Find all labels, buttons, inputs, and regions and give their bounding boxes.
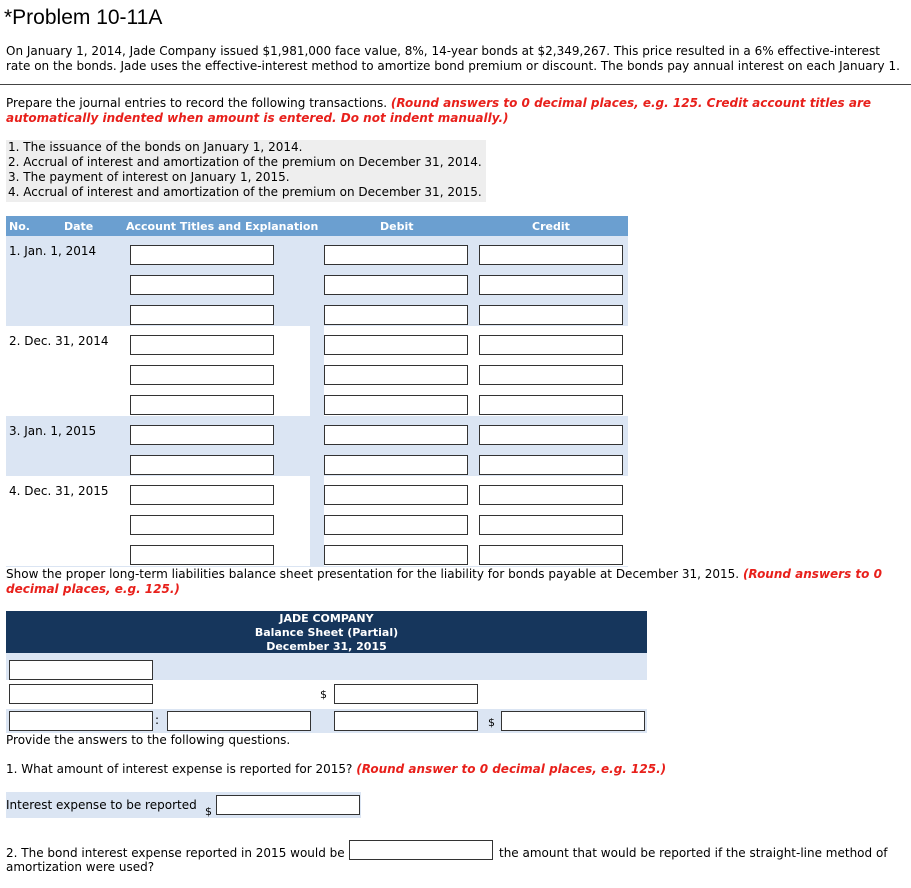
question-2-suffix: the amount that would be reported if the straight-line method of bbox=[499, 846, 888, 860]
bs-line-3-total-input[interactable] bbox=[501, 711, 645, 731]
instructions bbox=[6, 96, 901, 126]
statement-name: Balance Sheet (Partial) bbox=[254, 626, 399, 639]
entry-3-account-input[interactable] bbox=[130, 425, 274, 445]
entry-label-1: 1. Jan. 1, 2014 bbox=[9, 244, 97, 258]
question-1-text: 1. What amount of interest expense is reported for 2015? bbox=[6, 762, 353, 776]
entry-2-account-input[interactable] bbox=[130, 365, 274, 385]
entry-4-account-input[interactable] bbox=[130, 515, 274, 535]
balance-sheet-header bbox=[6, 611, 647, 653]
problem-description: On January 1, 2014, Jade Company issued $1,981,000 face value, 8%, 14-year bonds at $2,349,267. This price resulted in a 6% effective-interest rate on the bonds. Jade uses the effective-interest method to amortize bond premium or discount. The bonds pay annual interest on each January 1. bbox=[6, 44, 900, 73]
comparison-select[interactable] bbox=[349, 840, 493, 860]
entry-3-debit-input[interactable] bbox=[324, 455, 468, 475]
list-item: 4. Accrual of interest and amortization of the premium on December 31, 2015. bbox=[8, 185, 482, 199]
entry-1-credit-input[interactable] bbox=[479, 245, 623, 265]
question-2-prefix: 2. The bond interest expense reported in 2015 would be bbox=[6, 846, 345, 860]
balance-sheet-note: (Round answers to 0 decimal places, e.g. 125.) bbox=[6, 567, 882, 596]
entry-2-credit-input[interactable] bbox=[479, 395, 623, 415]
entry-2-credit-input[interactable] bbox=[479, 365, 623, 385]
entry-1-account-input[interactable] bbox=[130, 275, 274, 295]
bs-line-3-title-input[interactable] bbox=[9, 711, 153, 731]
interest-expense-label: Interest expense to be reported bbox=[6, 798, 197, 812]
company-name: JADE COMPANY bbox=[279, 612, 374, 625]
statement-date: December 31, 2015 bbox=[266, 640, 387, 653]
header-credit: Credit bbox=[532, 220, 570, 233]
entry-4-credit-input[interactable] bbox=[479, 545, 623, 565]
header-debit: Debit bbox=[380, 220, 414, 233]
dollar-sign: $ bbox=[488, 716, 495, 729]
entry-2-debit-input[interactable] bbox=[324, 335, 468, 355]
list-item: 1. The issuance of the bonds on January 1, 2014. bbox=[8, 140, 303, 154]
entry-label-4: 4. Dec. 31, 2015 bbox=[9, 484, 109, 498]
entry-4-debit-input[interactable] bbox=[324, 515, 468, 535]
question-1-note: (Round answer to 0 decimal places, e.g. 125.) bbox=[356, 762, 667, 776]
bs-line-3-amount-input[interactable] bbox=[334, 711, 478, 731]
header-account: Account Titles and Explanation bbox=[126, 220, 319, 233]
dollar-sign: $ bbox=[320, 688, 327, 701]
debit-gutter-2 bbox=[310, 326, 324, 416]
entry-4-credit-input[interactable] bbox=[479, 485, 623, 505]
instructions-note: (Round answers to 0 decimal places, e.g. 125. Credit account titles are automatically indented when amount is entered. Do not indent manually.) bbox=[6, 96, 872, 125]
question-1 bbox=[6, 762, 666, 776]
page-title: *Problem 10-11A bbox=[4, 6, 163, 29]
entry-2-debit-input[interactable] bbox=[324, 365, 468, 385]
entry-4-debit-input[interactable] bbox=[324, 545, 468, 565]
entry-1-credit-input[interactable] bbox=[479, 305, 623, 325]
bs-line-2-title-input[interactable] bbox=[9, 684, 153, 704]
journal-table-header bbox=[6, 216, 628, 236]
entry-2-debit-input[interactable] bbox=[324, 395, 468, 415]
entry-2-account-input[interactable] bbox=[130, 335, 274, 355]
divider bbox=[0, 84, 911, 85]
dollar-sign: $ bbox=[205, 805, 212, 818]
entry-1-account-input[interactable] bbox=[130, 305, 274, 325]
entry-2-account-input[interactable] bbox=[130, 395, 274, 415]
entry-4-credit-input[interactable] bbox=[479, 515, 623, 535]
entry-3-account-input[interactable] bbox=[130, 455, 274, 475]
entry-4-debit-input[interactable] bbox=[324, 485, 468, 505]
entry-3-credit-input[interactable] bbox=[479, 425, 623, 445]
interest-expense-input[interactable] bbox=[216, 795, 360, 815]
bs-line-2-amount-input[interactable] bbox=[334, 684, 478, 704]
colon-separator: : bbox=[155, 713, 160, 727]
entry-3-credit-input[interactable] bbox=[479, 455, 623, 475]
bs-line-1-title-input[interactable] bbox=[9, 660, 153, 680]
instructions-text: Prepare the journal entries to record the following transactions. bbox=[6, 96, 388, 110]
entry-1-debit-input[interactable] bbox=[324, 275, 468, 295]
debit-gutter-4 bbox=[310, 476, 324, 566]
header-date: Date bbox=[64, 220, 94, 233]
header-no: No. bbox=[9, 220, 30, 233]
entry-3-debit-input[interactable] bbox=[324, 425, 468, 445]
entry-2-credit-input[interactable] bbox=[479, 335, 623, 355]
entry-1-debit-input[interactable] bbox=[324, 245, 468, 265]
entry-4-account-input[interactable] bbox=[130, 485, 274, 505]
entry-label-3: 3. Jan. 1, 2015 bbox=[9, 424, 97, 438]
list-item: 2. Accrual of interest and amortization of the premium on December 31, 2014. bbox=[8, 155, 482, 169]
entry-1-credit-input[interactable] bbox=[479, 275, 623, 295]
entry-label-2: 2. Dec. 31, 2014 bbox=[9, 334, 109, 348]
question-2-line2: amortization were used? bbox=[6, 860, 155, 874]
balance-sheet-instruction-text: Show the proper long-term liabilities balance sheet presentation for the liability for bonds payable at December 31, 2015. bbox=[6, 567, 740, 581]
list-item: 3. The payment of interest on January 1, 2015. bbox=[8, 170, 290, 184]
entry-4-account-input[interactable] bbox=[130, 545, 274, 565]
balance-sheet-instructions bbox=[6, 567, 901, 597]
bs-line-3-subtitle-input[interactable] bbox=[167, 711, 311, 731]
entry-1-account-input[interactable] bbox=[130, 245, 274, 265]
entry-1-debit-input[interactable] bbox=[324, 305, 468, 325]
transaction-list bbox=[6, 140, 486, 202]
questions-intro: Provide the answers to the following questions. bbox=[6, 733, 291, 747]
